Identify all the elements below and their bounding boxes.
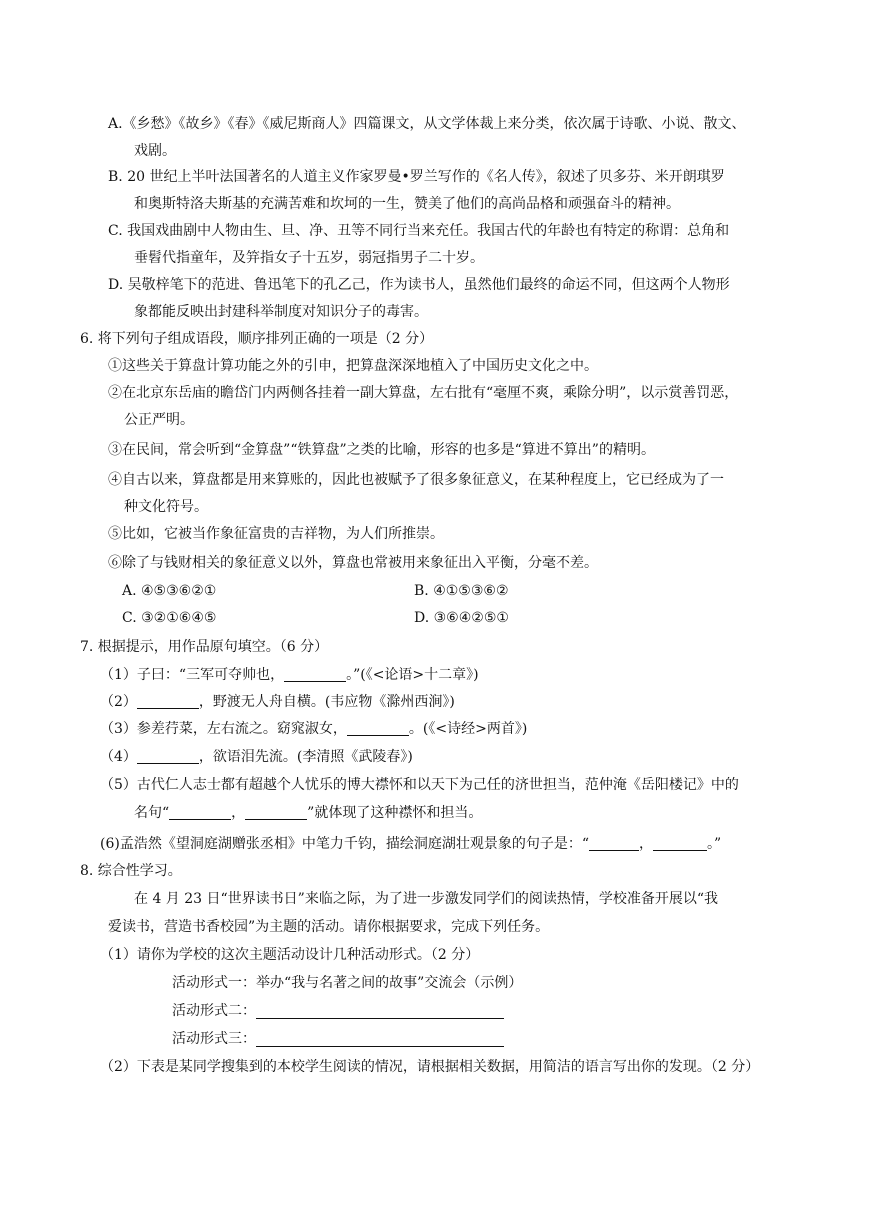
q5-option-a-line1: A.《乡愁》《故乡》《春》《威尼斯商人》四篇课文，从文学体裁上来分类，依次属于诗歌、小说、散文、 [108, 116, 746, 132]
q5-option-b-line2: 和奥斯特洛夫斯基的充满苦难和坎坷的一生，赞美了他们的高尚品格和顽强奋斗的精神。 [134, 196, 680, 212]
answer-blank[interactable] [245, 803, 307, 820]
q6-sentence-4-line2: 种文化符号。 [124, 499, 208, 515]
activity-form-2 [172, 998, 504, 1025]
q7-title: 7. 根据提示，用作品原句填空。（6 分） [80, 639, 329, 655]
q6-sentence-4-line1: ④自古以来，算盘都是用来算账的，因此也被赋予了很多象征意义，在某种程度上，它已经成为了一 [108, 472, 724, 488]
q8-title: 8. 综合性学习。 [80, 863, 182, 879]
q7-item-2-text: ，野渡无人舟自横。(韦应物《滁州西涧》) [198, 694, 455, 710]
q7-item-6-comma: ， [639, 836, 653, 852]
q6-option-c: C. ③②①⑥④⑤ [122, 610, 217, 626]
q5-option-c-line1: C. 我国戏曲剧中人物由生、旦、净、丑等不同行当来充任。我国古代的年龄也有特定的称谓：总角和 [108, 223, 730, 239]
q8-subquestion-2: （2）下表是某同学搜集到的本校学生阅读的情况，请根据相关数据，用简洁的语言写出你的发现。（2 分） [100, 1059, 760, 1075]
answer-blank[interactable] [347, 719, 409, 736]
q6-option-b: B. ④①⑤③⑥② [414, 583, 509, 599]
q7-item-1-text: （1）子曰：“三军可夺帅也， [100, 667, 285, 683]
q7-item-2-number: （2） [100, 694, 137, 710]
q7-item-6-end: 。” [707, 836, 722, 852]
q6-option-d: D. ③⑥④②⑤① [414, 610, 509, 626]
q5-option-b-line1: B. 20 世纪上半叶法国著名的人道主义作家罗曼•罗兰写作的《名人传》，叙述了贝多芬、米开朗琪罗 [108, 169, 725, 185]
q6-sentence-5: ⑤比如，它被当作象征富贵的吉祥物，为人们所推崇。 [108, 526, 444, 542]
q7-item-5-suffix: ”就体现了这种襟怀和担当。 [307, 805, 483, 821]
q7-item-5-line2 [134, 800, 482, 827]
answer-blank[interactable] [137, 692, 199, 709]
q8-subquestion-1: （1）请你为学校的这次主题活动设计几种活动形式。（2 分） [100, 947, 480, 963]
q8-intro-line1: 在 4 月 23 日“世界读书日”来临之际，为了进一步激发同学们的阅读热情，学校准备开展以“我 [134, 891, 718, 907]
q7-item-6 [100, 831, 721, 858]
answer-blank[interactable] [653, 834, 707, 851]
q6-title: 6. 将下列句子组成语段，顺序排列正确的一项是（2 分） [80, 331, 434, 347]
answer-blank[interactable] [589, 834, 639, 851]
q7-item-6-text: (6)孟浩然《望洞庭湖赠张丞相》中笔力千钧，描绘洞庭湖壮观景象的句子是：“ [100, 836, 589, 852]
answer-line[interactable] [256, 1002, 504, 1019]
q5-option-c-line2: 垂髫代指童年，及笄指女子十五岁，弱冠指男子二十岁。 [134, 250, 484, 266]
q6-sentence-2-line2: 公正严明。 [124, 412, 194, 428]
q7-item-3-source: 。(《<诗经>两首》) [408, 721, 528, 737]
q7-item-1 [100, 662, 479, 689]
q5-option-d-line2: 象都能反映出封建科举制度对知识分子的毒害。 [134, 304, 428, 320]
q7-item-3 [100, 716, 527, 743]
q7-item-2 [100, 689, 455, 716]
answer-blank[interactable] [284, 665, 346, 682]
q7-item-5-comma: ， [231, 805, 246, 821]
q8-intro-line2: 爱读书，营造书香校园”为主题的活动。请你根据要求，完成下列任务。 [108, 919, 550, 935]
activity-form-3 [172, 1026, 504, 1053]
q7-item-4-number: （4） [100, 749, 137, 765]
q7-item-5-prefix: 名句“ [134, 805, 170, 821]
q7-item-5-line1: （5）古代仁人志士都有超越个人忧乐的博大襟怀和以天下为己任的济世担当，范仲淹《岳阳楼记》中的 [100, 777, 739, 793]
answer-blank[interactable] [169, 803, 231, 820]
q6-sentence-3: ③在民间，常会听到“金算盘”“铁算盘”之类的比喻，形容的也多是“算进不算出”的精明。 [108, 442, 655, 458]
q5-option-d-line1: D. 吴敬梓笔下的范进、鲁迅笔下的孔乙己，作为读书人，虽然他们最终的命运不同，但这两个人物形 [108, 277, 730, 293]
activity-form-3-label: 活动形式三： [172, 1031, 256, 1047]
activity-form-2-label: 活动形式二： [172, 1003, 256, 1019]
q6-sentence-6: ⑥除了与钱财相关的象征意义以外，算盘也常被用来象征出入平衡，分毫不差。 [108, 555, 598, 571]
q7-item-4-text: ，欲语泪先流。(李清照《武陵春》) [198, 749, 413, 765]
q7-item-3-text: （3）参差荇菜，左右流之。窈窕淑女， [100, 721, 347, 737]
q7-item-1-source: 。”(《<论语>十二章》) [346, 667, 479, 683]
q6-sentence-1: ①这些关于算盘计算功能之外的引申，把算盘深深地植入了中国历史文化之中。 [108, 358, 598, 374]
q6-sentence-2-line1: ②在北京东岳庙的瞻岱门内两侧各挂着一副大算盘，左右批有“毫厘不爽，乘除分明”，以示赏善罚恶， [108, 385, 739, 401]
q5-option-a-line2: 戏剧。 [134, 143, 176, 159]
answer-line[interactable] [256, 1030, 504, 1047]
q7-item-4 [100, 744, 413, 771]
activity-form-1: 活动形式一：举办“我与名著之间的故事”交流会（示例） [172, 975, 523, 991]
q6-option-a: A. ④⑤③⑥②① [122, 583, 217, 599]
answer-blank[interactable] [137, 747, 199, 764]
